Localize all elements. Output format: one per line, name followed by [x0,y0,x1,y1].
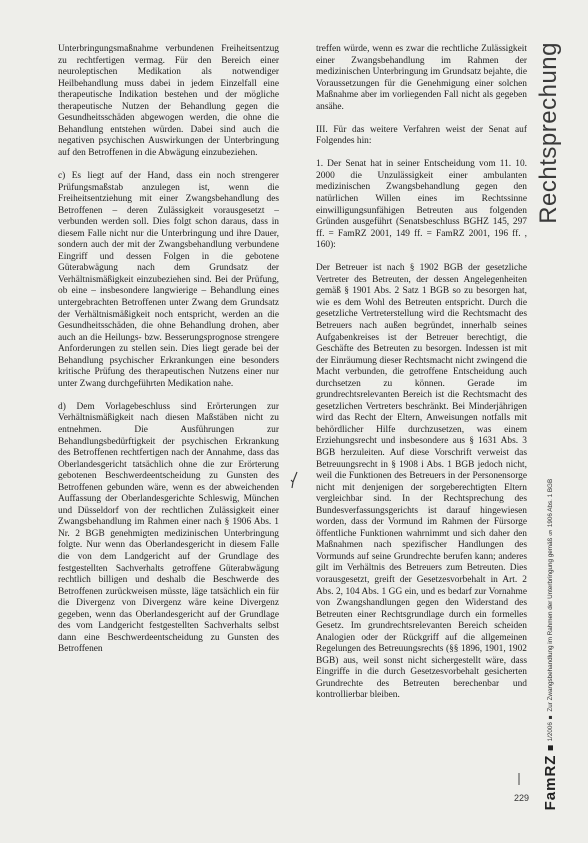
journal-logo: FamRZ [541,754,559,810]
right-paragraph-2: III. Für das weitere Verfahren weist der Senat auf Folgendes hin: [316,124,527,147]
left-paragraph-2: c) Es liegt auf der Hand, dass ein noch strengerer Prüfungsmaßstab anzulegen ist, wenn die Freiheitsentziehung mit einer Zwangsbehandlung des Betroffenen – deren Zulässigkeit vorausgesetzt – verbunden werden soll. Dies folgt schon daraus, dass in diesem Falle nicht nur die Unterbringung und ihre Dauer, sondern auch der mit der Zwangsbehandlung verbundene Eingriff und dessen Folgen in die gebotene Güterabwägung nach dem Grundsatz der Verhältnismäßigkeit einzubeziehen sind. Bei der Prüfung, ob eine – insbesondere langwierige – Behandlung eines untergebrachten Betroffenen unter Zwang dem Grundsatz der Verhältnismäßigkeit noch entspricht, werden an die Gesundheitsschäden, die ohne Behandlung drohen, aber auch an die Heilungs- bzw. Besserungsprognose strengere Anforderungen zu stellen sein. Dies liegt gerade bei der Behandlung psychischer Erkrankungen eine besonders kritische Prüfung des therapeutischen Nutzens einer nur unter Zwang durchgeführten Medikation nahe. [58,170,279,389]
handwritten-tick-mark-icon [289,470,299,490]
separator-square-icon [548,745,553,750]
margin-mark-icon [517,773,521,785]
journal-citation: 1/2006 ■ Zur Zwangsbehandlung im Rahmen der Unterbringung gemäß § 1906 Abs. 1 BGB [546,478,554,742]
left-paragraph-1: Unterbringungsmaßnahme verbundenen Freiheitsentzug zu rechtfertigen vermag. Für den Bereich einer neuroleptischen Medikation als notwendiger Heilbehandlung muss dabei in jedem Einzelfall eine therapeutische Indikation bestehen und der mögliche therapeutische Nutzen der Behandlung gegen die Gesundheitsschäden abgewogen werden, die ohne die Behandlung entstehen würden. Dabei sind auch die negativen psychischen Auswirkungen der Unterbringung auf den Betroffenen in die Abwägung einzubeziehen. [58,44,279,158]
right-paragraph-4: Der Betreuer ist nach § 1902 BGB der gesetzliche Vertreter des Betreuten, der dessen Angelegenheiten gemäß § 1901 Abs. 2 Satz 1 BGB so zu besorgen hat, wie es dem Wohl des Betreuten entspricht. Durch die gesetzliche Vertreterstellung wird die Rechtsmacht des Betreuers nach außen begründet, innerhalb seines Aufgabenkreises ist der Betreuer berechtigt, die Geschäfte des Betreuten zu besorgen. Indessen ist mit der Einräumung dieser Rechtsmacht nicht zwingend die Macht verbunden, die getroffene Entscheidung auch durchsetzen zu können. Gerade im grundrechtsrelevanten Bereich ist die Rechtsmacht des gesetzlichen Vertreters beschränkt. Bei Minderjährigen wird das Recht der Eltern, Anweisungen notfalls mit behördlicher Hilfe durchzusetzen, was einem Erziehungsrecht und insbesondere aus § 1631 Abs. 3 BGB herzuleiten. Auf diese Vorschrift verweist das Betreuungsrecht in § 1908 i Abs. 1 BGB jedoch nicht, weil die Funktionen des Betreuers in der Personensorge nicht mit denjenigen der sorgeberechtigten Eltern vergleichbar sind. In der Rechtsprechung des Bundesverfassungsgerichts ist darauf hingewiesen worden, dass der Vormund im Rahmen der Fürsorge öffentliche Funktionen wahrnimmt und sich daher den Maßnahmen nach spezifischer Handlungen des Vormunds auf seine Grundrechte berufen kann; anderes gilt im Verhältnis des Betreuers zum Betreuten. Dies vorausgesetzt, greift der Gesetzesvorbehalt in Art. 2 Abs. 2, 104 Abs. 1 GG ein, und es bedarf zur Vornahme von Zwangshandlungen gegen den Widerstand des Betreuten einer Rechtsgrundlage durch ein formelles Gesetz. Im grundrechtsrelevanten Bereich scheiden Analogien oder der Rückgriff auf die allgemeinen Regelungen des Betreuungsrechts (§§ 1896, 1901, 1902 BGB) aus, weil sonst nicht sichergestellt wäre, dass Eingriffe in die durch Gesetzesvorbehalt gesicherten Grundrechte des Betreuten berechenbar und kontrollierbar bleiben. [316,263,527,701]
section-heading-vertical [531,42,567,232]
right-paragraph-3: 1. Der Senat hat in seiner Entscheidung vom 11. 10. 2000 die Unzulässigkeit einer ambulanten medizinischen Zwangsbehandlung gegen den natürlichen Willen eines im Rechtssinne einwilligungsunfähigen Betreuten aus folgenden Gründen ausgeführt (Senatsbeschluss BGHZ 145, 297 ff. = FamRZ 2001, 149 ff. = FamRZ 2001, 196 ff. , 160): [316,159,527,251]
journal-footer-vertical [536,470,564,810]
page-number: 229 [514,793,530,803]
right-text-column [316,44,527,714]
left-text-column [58,44,279,667]
left-paragraph-3: d) Dem Vorlagebeschluss sind Erörterungen zur Verhältnismäßigkeit nach diesen Maßstäben nicht zu entnehmen. Die Ausführungen zur Behandlungsbedürftigkeit der psychischen Erkrankung des Betroffenen rechtfertigen nach der Annahme, dass das Oberlandesgericht tatsächlich ohne die zur Erörterung gebotenen Beschwerdeentscheidung zu Gunsten des Betroffenen gebunden wäre, wenn es der abweichenden Auffassung der Oberlandesgerichte Schleswig, München und Düsseldorf von der rechtlichen Zulässigkeit einer Zwangsbehandlung im Rahmen einer nach § 1906 Abs. 1 Nr. 2 BGB genehmigten medizinischen Unterbringung folgte. Nur wenn das Oberlandesgericht in diesem Falle die von dem Landgericht auf der Grundlage des festgestellten Sachverhalts getroffene Güterabwägung rechtlich billigen und deshalb die Beschwerde des Betroffenen zurückweisen müsste, läge tatsächlich ein für die Divergenz von Divergenz wäre keine Divergenz gegeben, wenn das Oberlandesgericht auf der Grundlage des vom Landgericht festgestellten Sachverhalts selbst dann eine Beschwerdeentscheidung zu Gunsten des Betroffenen [58,401,279,655]
right-paragraph-1: treffen würde, wenn es zwar die rechtliche Zulässigkeit einer Zwangsbehandlung im Rahmen der medizinischen Unterbringung im Grundsatz bejahte, die Voraussetzungen für die Genehmigung einer solchen Maßnahme aber im vorliegenden Fall nicht als gegeben ansähe. [316,44,527,112]
section-heading-text: Rechtsprechung [535,42,562,224]
